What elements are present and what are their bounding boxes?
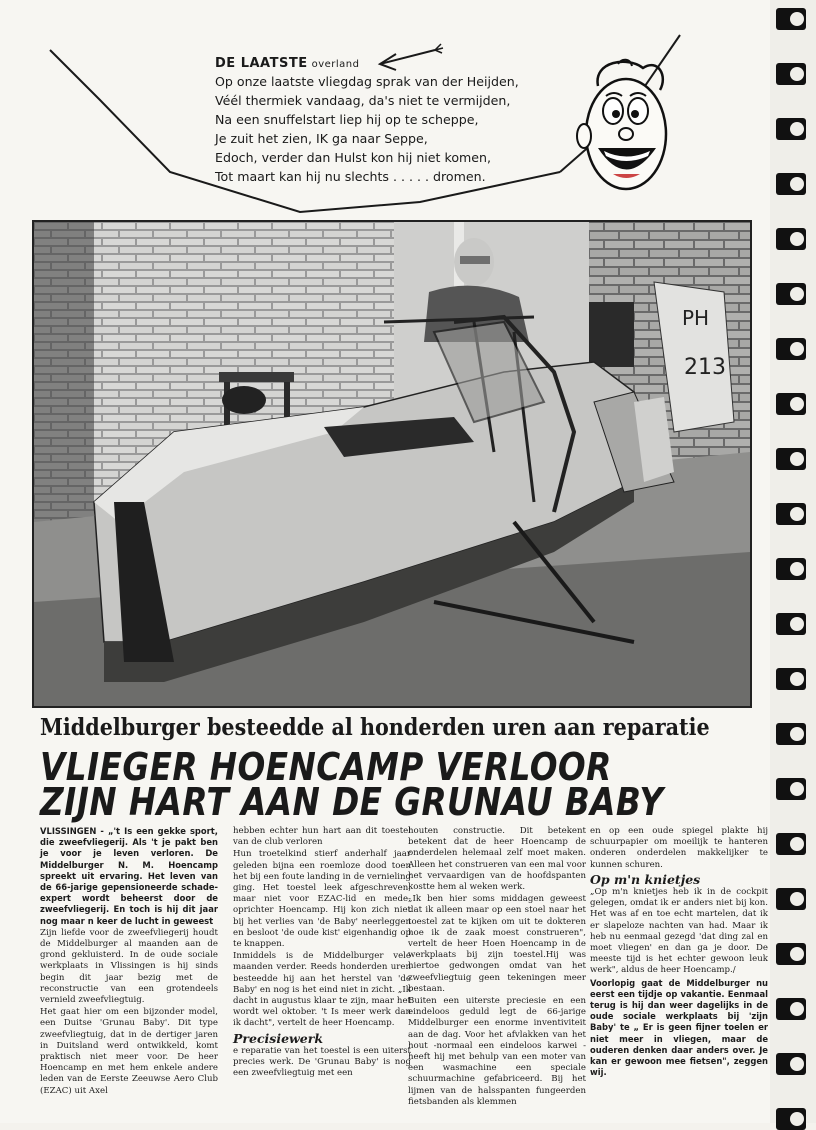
binding-ring <box>776 503 806 525</box>
article-paragraph: Het gaat hier om een bijzonder model, een Duitse 'Grunau Baby'. Dit type zweefvliegtuig, dat in de dertiger jaren in Duitsland werd ontwikkeld, komt praktisch niet meer voor. De heer Hoencamp en met hem enkele andere leden van de Eerste Zeeuwse Aero Club (EZAC) uit Axel <box>40 1007 218 1096</box>
binding-ring <box>776 943 806 965</box>
article-paragraph: houten constructie. Dit betekent betekent dat de heer Hoencamp de onderdelen helemaal zelf moet maken. Alleen het construeren van een mal voor het vervaardigen van de hoofdspanten kostte hem al weken werk. <box>408 826 586 893</box>
binding-ring <box>776 228 806 250</box>
article-paragraph: e reparatie van het toestel is een uiterst precies werk. De 'Grunau Baby' is nog een zweefvliegtuig met een <box>233 1045 411 1079</box>
poem-body <box>215 72 575 186</box>
poem-line: Edoch, verder dan Hulst kon hij niet komen, <box>215 150 492 165</box>
article-paragraph: Buiten een uiterste preciesie en een eindeloos geduld legt de 66-jarige Middelburger een enorme inventiviteit aan de dag. Voor het afvlakken van het hout -normaal een eindeloos karwei - heeft hij met behulp van een moter van een wasmachine een speciale schuurmachine gefabriceerd. Bij het lijmen van de halsspanten fungeerden fietsbanden als klemmen <box>408 996 586 1107</box>
registration-top-label: PH <box>682 306 710 330</box>
binding-ring <box>776 668 806 690</box>
binding-ring <box>776 118 806 140</box>
article-paragraph: „Op m'n knietjes heb ik in de cockpit gelegen, omdat ik er anders niet bij kon. Het was af en toe echt martelen, dat ik er slapeloze nachten van had. Maar ik heb nu eenmaal gezegd 'dat ding zal en moet vliegen' en dan ga je door. De meeste tijd is het echter gewoon leuk werk", aldus de heer Hoencamp./ <box>590 887 768 976</box>
binding-ring <box>776 63 806 85</box>
poem-title-suffix: overland <box>311 59 360 70</box>
binding-ring <box>776 173 806 195</box>
binding-ring <box>776 338 806 360</box>
article-subheading: Precisiewerk <box>233 1030 323 1046</box>
spiral-binding <box>770 0 816 1123</box>
poem-line: Op onze laatste vliegdag sprak van der Heijden, <box>215 74 519 89</box>
article-paragraph: hebben echter hun hart aan dit toestel van de club verloren <box>233 826 411 848</box>
article-paragraph: en op een oude spiegel plakte hij schuurpapier om moeilijk te hanteren onderen onderdelen makkelijker te kunnen schuren. <box>590 826 768 870</box>
binding-ring <box>776 448 806 470</box>
binding-ring <box>776 613 806 635</box>
binding-ring <box>776 283 806 305</box>
cartoon-face-icon <box>568 56 678 196</box>
poem-line: Je zuit het zien, IK ga naar Seppe, <box>215 131 428 146</box>
article-paragraph: Zijn liefde voor de zweefvliegerij houdt de Middelburger al maanden aan de grond gekluisterd. In de oude sociale werkplaats in Vlissingen is hij sinds begin dit jaar bezig met de reconstructie van een grotendeels vernield zweefvliegtuig. <box>40 927 218 1006</box>
binding-ring <box>776 393 806 415</box>
poem-line: Tot maart kan hij nu slechts . . . . . dromen. <box>215 169 486 184</box>
article-paragraph-bold: Voorlopig gaat de Middelburger nu eerst een tijdje op vakantie. Eenmaal terug is hij dan weer dagelijks in de oude sociale werkplaats bij 'zijn Baby' te „ Er is geen fijner toelen er niet meer in vliegen, maar de ouderen denken daar anders over. Je kan er gewoon mee fietsen", zeggen wij. <box>590 977 768 1078</box>
binding-ring <box>776 8 806 30</box>
article-headline-line-2: ZIJN HART AAN DE GRUNAU BABY <box>40 780 664 824</box>
poem-line: Véél thermiek vandaag, da's niet te vermijden, <box>215 93 511 108</box>
poem-title <box>215 56 359 71</box>
binding-ring <box>776 778 806 800</box>
article-headline-line-1: VLIEGER HOENCAMP VERLOOR <box>40 745 612 789</box>
poem-line: Na een snuffelstart liep hij op te scheppe, <box>215 112 479 127</box>
binding-ring <box>776 1108 806 1130</box>
registration-bottom-label: 213 <box>684 355 726 380</box>
binding-ring <box>776 888 806 910</box>
article-column-4 <box>590 826 768 1079</box>
article-kicker: Middelburger besteedde al honderden uren aan reparatie <box>40 714 710 741</box>
article-column-3 <box>408 826 586 1109</box>
article-paragraph: Hun troetelkind stierf anderhalf jaar geleden bijna een roemloze dood toen het bij een foute landing in de vernieling ging. Het toestel leek afgeschreven, maar niet voor EZAC-lid en mede-oprichter Hoencamp. Hij kon zich niet bij het verlies van 'de Baby' neerleggen en besloot 'de oude kist' eigenhandig op te knappen. <box>233 849 411 950</box>
article-subheading: Op m'n knietjes <box>590 871 701 887</box>
article-paragraph: „Ik ben hier soms middagen geweest dat ik alleen maar op een stoel naar het toestel zat te kijken om uit te dokteren hoe ik de zaak moest construeren", vertelt de heer Hoen Hoencamp in de werkplaats bij zijn toestel.Hij was hiertoe gedwongen omdat van het zweefvliegtuig geen tekeningen meer bestaan. <box>408 894 586 994</box>
glider-workshop-photo <box>32 220 752 708</box>
glider-photo-image <box>34 222 750 706</box>
binding-ring <box>776 723 806 745</box>
article-lead: VLISSINGEN - „'t Is een gekke sport, die zweefvliegerij. Als 't je pakt ben je voor je leven verloren. De Middelburger N. M. Hoencamp spreekt uit ervaring. Het leven van de 66-jarige gepensioneerde schade-expert wordt beheerst door de zweefvliegerij. En toch is hij dit jaar nog maar n keer de lucht in geweest <box>40 826 218 926</box>
binding-ring <box>776 1053 806 1075</box>
article-column-2 <box>233 826 411 1080</box>
poem-title-text: DE LAATSTE <box>215 56 308 71</box>
binding-ring <box>776 833 806 855</box>
binding-ring <box>776 998 806 1020</box>
article-column-1 <box>40 826 218 1098</box>
article-paragraph: Inmiddels is de Middelburger vele maanden verder. Reeds honderden uren besteedde hij aan het herstel van 'de Baby' en nog is het eind niet in zicht. „Ik dacht in augustus klaar te zijn, maar het wordt wel oktober. 't Is meer werk dan ik dacht", vertelt de heer Hoencamp. <box>233 951 411 1029</box>
binding-ring <box>776 558 806 580</box>
